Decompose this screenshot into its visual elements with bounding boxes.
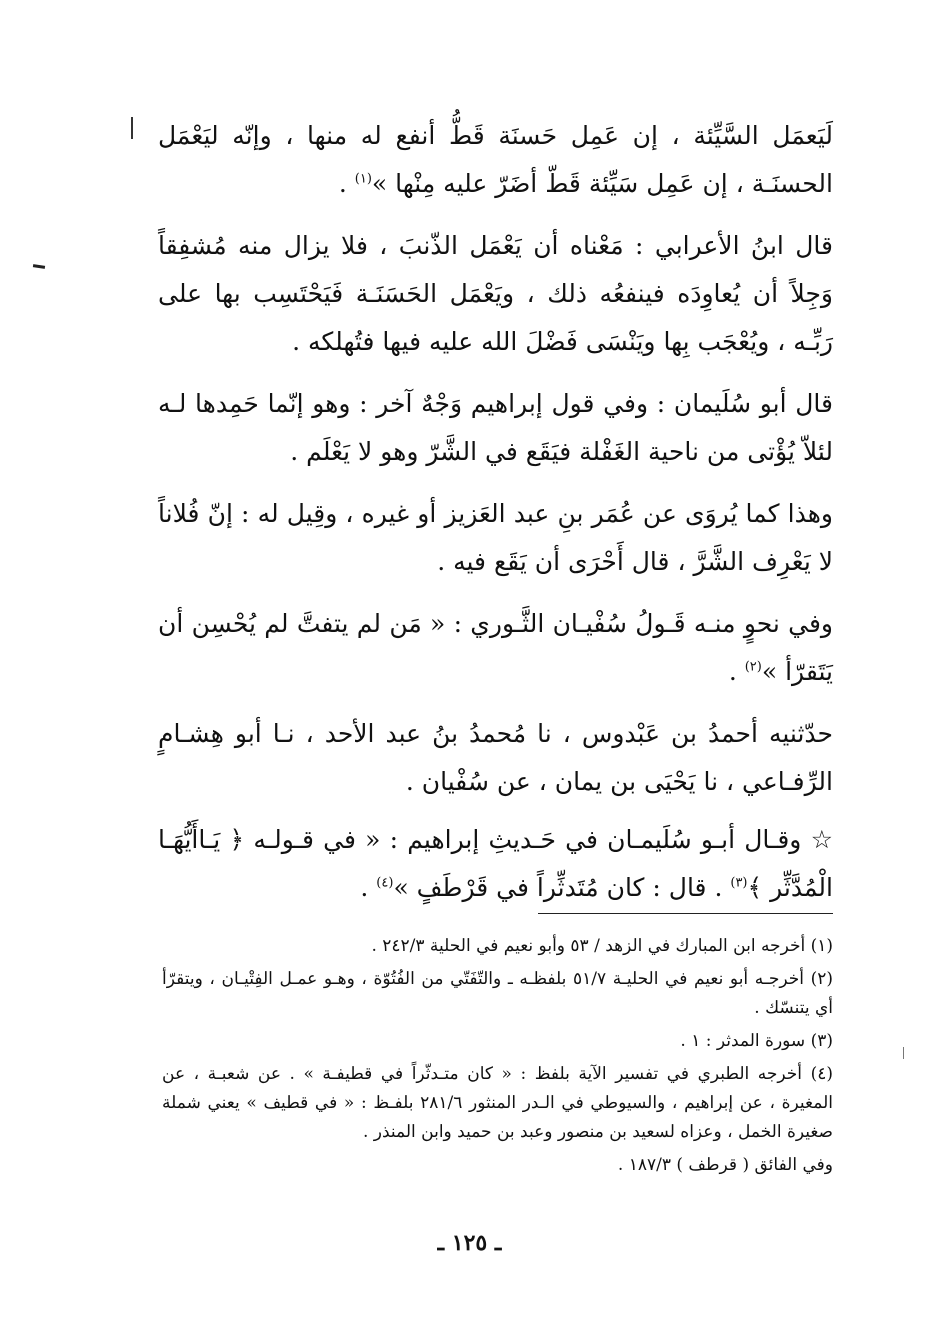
- paragraph-tail: .: [360, 873, 377, 902]
- paragraph-text: حدّثنيه أحمدُ بن عَبْدوس ، نا مُحمدُ بنُ عبد الأحد ، نـا أبو هِشـامٍ الرِّفـاعي ، نا يَحْيَى بن يمان ، عن سُفْيان .: [158, 719, 833, 796]
- footnote-ref: (١): [354, 171, 372, 187]
- page-number: ـ ١٢٥ ـ: [437, 1230, 502, 1256]
- footnote-separator: [538, 913, 833, 914]
- footnotes: [162, 932, 833, 1184]
- footnote-ref: (٤): [376, 875, 394, 891]
- margin-mark: [903, 1047, 904, 1059]
- main-text: [158, 112, 833, 926]
- paragraph-tail: .: [338, 169, 355, 198]
- footnote-ref: (٣): [730, 875, 748, 891]
- paragraph-text: قال أبو سُلَيمان : وفي قول إبراهيم وَجْهٌ آخر : وهو إنّما حَمِدها لـه لئلاّ يُؤْتى من ناحية الغَفْلة فيَقَع في الشَّرّ وهو لا يَعْلَم .: [158, 389, 833, 466]
- footnote: وفي الفائق ( قرطف ) ١٨٧/٣ .: [617, 1155, 833, 1175]
- paragraph: [158, 816, 833, 912]
- paragraph-tail: .: [728, 657, 745, 686]
- paragraph-text: ☆ وقـال أبـو سُلَيمـان في حَـديثِ إبراهيم : « في قـولـه ﴿ يَـاأَيُّهَـا الْمُدَّثِّر ﴾: [158, 825, 833, 902]
- footnote: (٣) سورة المدثر : ١ .: [680, 1031, 833, 1051]
- footnote: (٤) أخرجه الطبري في تفسير الآية بلفظ : « كان متـدثّراً في قطيفـة » . عن شعبـة ، عن المغيرة ، عن إبراهيم ، والسيوطي في الـدر المنثور ٢٨١/٦ بلفـظ : « في قطيف » يعني شملة صغيرة الخمل ، وعزاه لسعيد بن منصور وعبد بن حميد وابن المنذر .: [162, 1064, 833, 1142]
- paragraph-text: قال ابنُ الأعرابي : مَعْناه أن يَعْمَل الذّنبَ ، فلا يزال منه مُشفِقاً وَجِلاً أن يُعاوِدَه فينفعُه ذلك ، ويَعْمَل الحَسَنَـة فَيَحْتَسِب بها على رَبِّـه ، ويُعْجَب بِها ويَنْسَى فَضْلَ الله عليه فيها فتُهلكه .: [158, 231, 833, 356]
- paragraph: [158, 490, 833, 586]
- footnote-ref: (٢): [744, 659, 762, 675]
- paragraph: [158, 710, 833, 806]
- paragraph: [158, 222, 833, 366]
- paragraph-text: لَيَعمَل السَّيِّئة ، إن عَمِل حَسنَة قَطُّ أنفع له منها ، وإنّه ليَعْمَل الحسنَـة ، إن عَمِل سَيِّئة قَطّ أضَرّ عليه مِنْها »: [158, 121, 833, 198]
- paragraph-text: وهذا كما يُروَى عن عُمَر بنِ عبد العَزيز أو غيره ، وقِيل له : إنّ فُلاناً لا يَعْرِف الشَّرَّ ، قال أَحْرَى أن يَقَع فيه .: [158, 499, 833, 576]
- paragraph: [158, 112, 833, 208]
- paragraph: [158, 600, 833, 696]
- footnote: (٢) أخرجـه أبو نعيم في الحليـة ٥١/٧ بلفظـه ـ والتّفَتّي من الفُتُوّة ، وهـو عمـل الفِتْيـان ، ويتقرّأ أي يتنسّك .: [162, 969, 833, 1018]
- paragraph-text: وفي نحوٍ منـه قَـولُ سُفْيـان الثَّـوري : « مَن لم يتفتَّ لم يُحْسِن أن يَتَقرّأ »: [158, 609, 833, 686]
- footnote: (١) أخرجه ابن المبارك في الزهد / ٥٣ وأبو نعيم في الحلية ٢٤٢/٣ .: [371, 936, 833, 956]
- paragraph-tail: . قال : كان مُتَدثِّراً في قَرْطَفٍ »: [393, 873, 731, 902]
- margin-mark: [131, 117, 133, 139]
- margin-mark: [33, 264, 45, 269]
- paragraph: [158, 380, 833, 476]
